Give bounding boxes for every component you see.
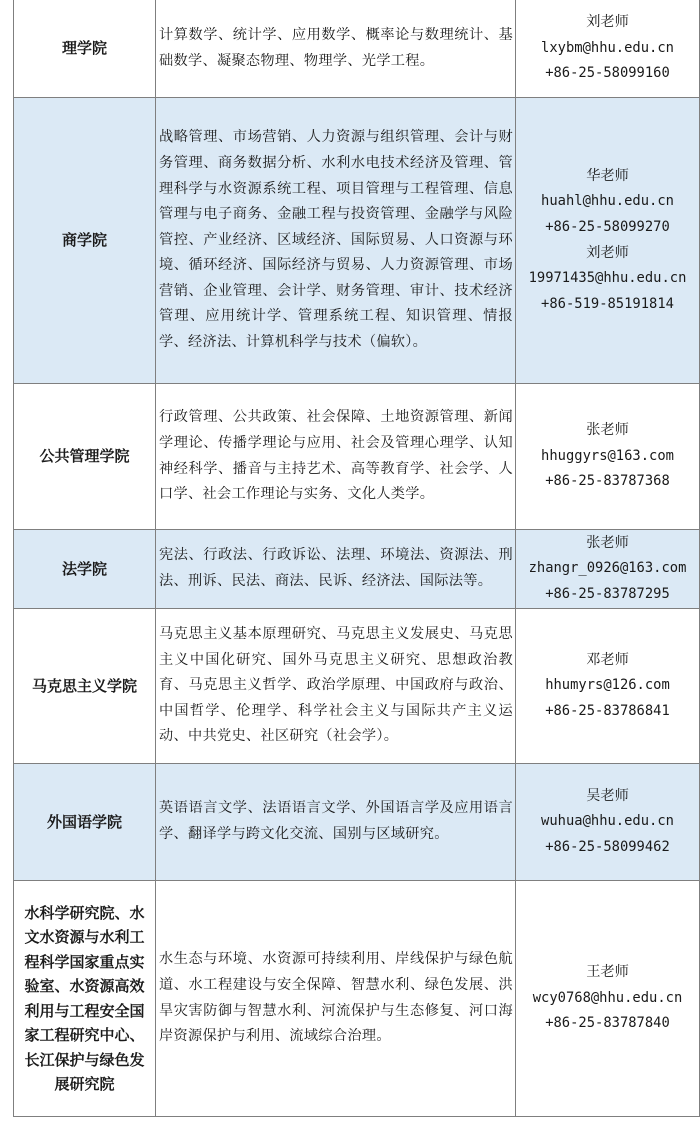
college-name: 公共管理学院 <box>14 384 156 530</box>
contact-email: hhuggyrs@163.com <box>541 447 674 464</box>
contact-email: 19971435@hhu.edu.cn <box>528 270 687 287</box>
contact-cell <box>516 98 700 384</box>
majors-list: 宪法、行政法、行政诉讼、法理、环境法、资源法、刑法、刑诉、民法、商法、民诉、经济法、国际法等。 <box>156 530 516 609</box>
contact-phone: +86-25-83787368 <box>545 473 670 490</box>
contact-name: 张老师 <box>586 534 629 551</box>
college-name: 水科学研究院、水文水资源与水利工程科学国家重点实验室、水资源高效利用与工程安全国家工程研究中心、长江保护与绿色发展研究院 <box>14 881 156 1117</box>
college-name: 马克思主义学院 <box>14 609 156 764</box>
contact-phone: +86-25-58099270 <box>545 218 670 235</box>
college-name: 商学院 <box>14 98 156 384</box>
contact-email: lxybm@hhu.edu.cn <box>541 39 674 56</box>
majors-list: 马克思主义基本原理研究、马克思主义发展史、马克思主义中国化研究、国外马克思主义研究、思想政治教育、马克思主义哲学、政治学原理、中国政府与政治、中国哲学、伦理学、科学社会主义与国际共产主义运动、中共党史、社区研究（社会学）。 <box>156 609 516 764</box>
contact-phone: +86-25-83787295 <box>545 585 670 602</box>
contact-name: 刘老师 <box>586 14 629 31</box>
table-row <box>14 530 700 609</box>
contact-name: 刘老师 <box>586 244 629 261</box>
majors-contact-table <box>13 0 700 1117</box>
contact-email: huahl@hhu.edu.cn <box>541 193 674 210</box>
majors-list: 行政管理、公共政策、社会保障、土地资源管理、新闻学理论、传播学理论与应用、社会及管理心理学、认知神经科学、播音与主持艺术、高等教育学、社会学、人口学、社会工作理论与实务、文化人类学。 <box>156 384 516 530</box>
contact-cell <box>516 609 700 764</box>
majors-list: 战略管理、市场营销、人力资源与组织管理、会计与财务管理、商务数据分析、水利水电技术经济及管理、管理科学与水资源系统工程、项目管理与工程管理、信息管理与电子商务、金融工程与投资管理、金融学与风险管控、产业经济、区域经济、国际贸易、人口资源与环境、循环经济、国际经济与贸易、人力资源管理、市场营销、企业管理、会计学、财务管理、审计、技术经济管理、应用统计学、管理系统工程、知识管理、情报学、经济法、计算机科学与技术（偏软）。 <box>156 98 516 384</box>
table-row <box>14 0 700 98</box>
table-row <box>14 881 700 1117</box>
contact-name: 邓老师 <box>586 651 629 668</box>
contact-cell <box>516 384 700 530</box>
college-name: 法学院 <box>14 530 156 609</box>
contact-name: 张老师 <box>586 422 629 439</box>
majors-list: 计算数学、统计学、应用数学、概率论与数理统计、基础数学、凝聚态物理、物理学、光学工程。 <box>156 0 516 98</box>
contact-phone: +86-25-58099160 <box>545 65 670 82</box>
table-row <box>14 98 700 384</box>
contact-cell <box>516 0 700 98</box>
contact-phone: +86-25-83787840 <box>545 1015 670 1032</box>
contact-cell <box>516 881 700 1117</box>
contact-name: 吴老师 <box>586 787 629 804</box>
contact-email: wuhua@hhu.edu.cn <box>541 813 674 830</box>
contact-phone: +86-25-83786841 <box>545 702 670 719</box>
contact-phone: +86-519-85191814 <box>541 295 674 312</box>
college-name: 外国语学院 <box>14 764 156 881</box>
majors-list: 英语语言文学、法语语言文学、外国语言学及应用语言学、翻译学与跨文化交流、国别与区域研究。 <box>156 764 516 881</box>
table-row <box>14 609 700 764</box>
majors-list: 水生态与环境、水资源可持续利用、岸线保护与绿色航道、水工程建设与安全保障、智慧水利、绿色发展、洪旱灾害防御与智慧水利、河流保护与生态修复、河口海岸资源保护与利用、流域综合治理。 <box>156 881 516 1117</box>
college-name: 理学院 <box>14 0 156 98</box>
contact-cell <box>516 530 700 609</box>
contact-name: 华老师 <box>586 167 629 184</box>
table-row <box>14 384 700 530</box>
contact-name: 王老师 <box>586 964 629 981</box>
contact-phone: +86-25-58099462 <box>545 838 670 855</box>
contact-cell <box>516 764 700 881</box>
contact-email: wcy0768@hhu.edu.cn <box>532 989 683 1006</box>
table-row <box>14 764 700 881</box>
contact-email: zhangr_0926@163.com <box>528 560 687 577</box>
contact-email: hhumyrs@126.com <box>545 677 670 694</box>
